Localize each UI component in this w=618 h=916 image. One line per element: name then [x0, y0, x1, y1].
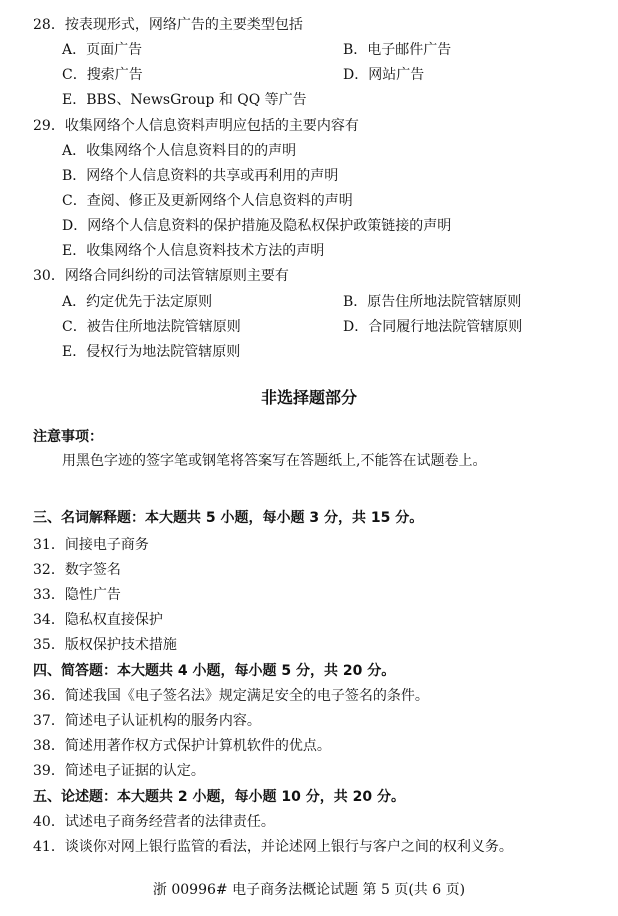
question-29-stem: 29．收集网络个人信息资料声明应包括的主要内容有: [33, 118, 359, 134]
q30-option-a: A．约定优先于法定原则: [62, 294, 213, 310]
q28-option-d: D．网站广告: [343, 67, 425, 83]
question-31: 31．间接电子商务: [33, 537, 149, 553]
part3-title: 三、名词解释题：本大题共 5 小题，每小题 3 分，共 15 分。: [33, 510, 424, 526]
question-28-stem: 28．按表现形式，网络广告的主要类型包括: [33, 17, 303, 33]
q28-option-a: A．页面广告: [62, 42, 143, 58]
question-36: 36．简述我国《电子签名法》规定满足安全的电子签名的条件。: [33, 688, 429, 704]
q30-option-b: B．原告住所地法院管辖原则: [343, 294, 522, 310]
q30-option-c: C．被告住所地法院管辖原则: [62, 319, 241, 335]
page-footer: 浙 00996# 电子商务法概论试题 第 5 页(共 6 页): [152, 882, 466, 898]
question-41: 41．谈谈你对网上银行监管的看法，并论述网上银行与客户之间的权利义务。: [33, 839, 513, 855]
notice-title: 注意事项：: [33, 429, 103, 445]
q30-option-d: D．合同履行地法院管辖原则: [343, 319, 523, 335]
q29-option-c: C．查阅、修正及更新网络个人信息资料的声明: [62, 193, 353, 209]
q29-option-d: D．网络个人信息资料的保护措施及隐私权保护政策链接的声明: [62, 218, 452, 234]
part4-title: 四、简答题：本大题共 4 小题，每小题 5 分，共 20 分。: [33, 663, 396, 679]
q29-option-b: B．网络个人信息资料的共享或再利用的声明: [62, 168, 339, 184]
section-title: 非选择题部分: [260, 388, 357, 407]
question-37: 37．简述电子认证机构的服务内容。: [33, 713, 261, 729]
question-34: 34．隐私权直接保护: [33, 612, 163, 628]
question-33: 33．隐性广告: [33, 587, 121, 603]
q30-option-e: E．侵权行为地法院管辖原则: [62, 344, 241, 360]
q28-option-c: C．搜索广告: [62, 67, 143, 83]
part5-title: 五、论述题：本大题共 2 小题，每小题 10 分，共 20 分。: [33, 789, 405, 805]
q29-option-a: A．收集网络个人信息资料目的的声明: [62, 143, 297, 159]
q28-option-b: B．电子邮件广告: [343, 42, 452, 58]
question-39: 39．简述电子证据的认定。: [33, 763, 205, 779]
question-40: 40．试述电子商务经营者的法律责任。: [33, 814, 275, 830]
notice-text: 用黑色字迹的签字笔或钢笔将答案写在答题纸上,不能答在试题卷上。: [62, 453, 487, 469]
q28-option-e: E．BBS、NewsGroup 和 QQ 等广告: [62, 92, 307, 108]
question-38: 38．简述用著作权方式保护计算机软件的优点。: [33, 738, 331, 754]
question-35: 35．版权保护技术措施: [33, 637, 177, 653]
q29-option-e: E．收集网络个人信息资料技术方法的声明: [62, 243, 325, 259]
question-30-stem: 30．网络合同纠纷的司法管辖原则主要有: [33, 268, 289, 284]
question-32: 32．数字签名: [33, 562, 121, 578]
